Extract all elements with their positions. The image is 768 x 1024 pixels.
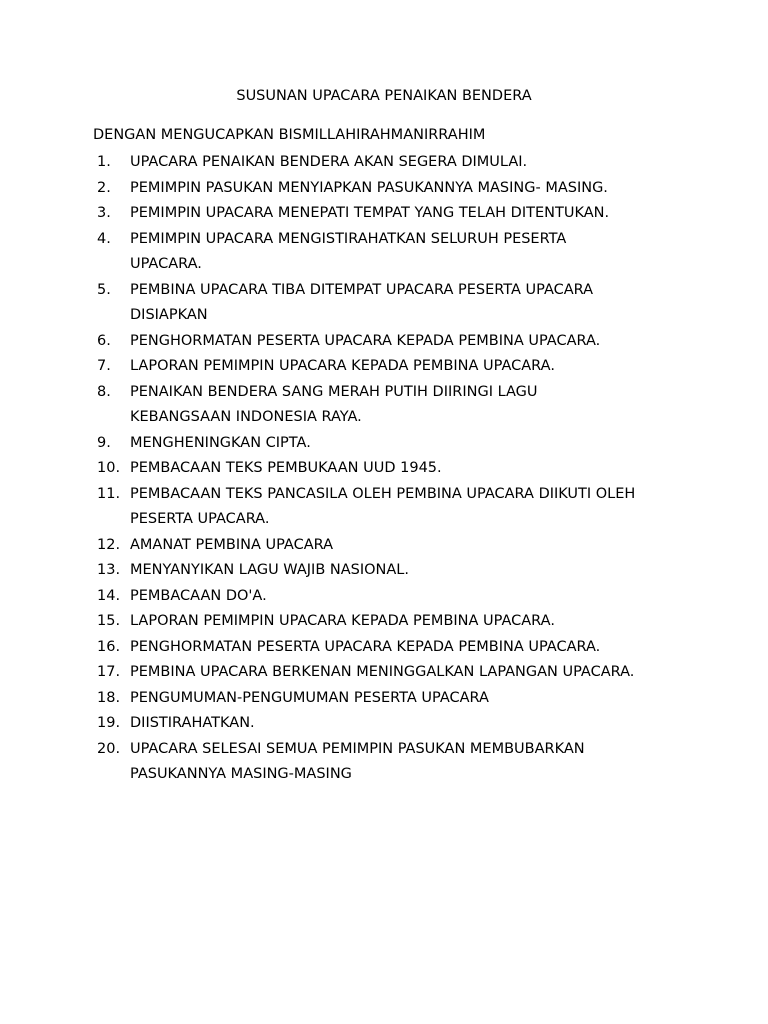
list-item-line: AMANAT PEMBINA UPACARA xyxy=(130,536,334,553)
list-item-line: DIISTIRAHATKAN. xyxy=(130,715,255,731)
list-item-line: PESERTA UPACARA. xyxy=(130,511,270,527)
list-item-number: 19. xyxy=(97,715,121,731)
list-item-line: MENGHENINGKAN CIPTA. xyxy=(130,434,311,451)
list-item-number: 2. xyxy=(97,179,111,196)
list-item-text xyxy=(130,456,690,482)
list-item-line: LAPORAN PEMIMPIN UPACARA KEPADA PEMBINA UPACARA. xyxy=(130,613,555,629)
list-item-text xyxy=(130,558,690,584)
list-item-text xyxy=(130,329,690,355)
list-item-line: UPACARA SELESAI SEMUA PEMIMPIN PASUKAN MEMBUBARKAN xyxy=(130,740,585,757)
list-item-line: PENGHORMATAN PESERTA UPACARA KEPADA PEMBINA UPACARA. xyxy=(130,332,601,349)
list-item xyxy=(0,380,768,431)
list-item-number: 18. xyxy=(97,689,121,706)
list-item xyxy=(0,150,768,176)
list-item-line: MENYANYIKAN LAGU WAJIB NASIONAL. xyxy=(130,562,409,578)
list-item-text xyxy=(130,201,690,227)
list-item xyxy=(0,609,768,635)
list-item xyxy=(0,635,768,661)
list-item-line: KEBANGSAAN INDONESIA RAYA. xyxy=(130,409,362,425)
document-intro: DENGAN MENGUCAPKAN BISMILLAHIRAHMANIRRAHIM xyxy=(93,127,486,143)
list-item xyxy=(0,176,768,202)
list-item-number: 6. xyxy=(97,332,111,349)
list-item-line: PEMIMPIN UPACARA MENGISTIRAHATKAN SELURUH PESERTA xyxy=(130,230,567,247)
list-item xyxy=(0,431,768,457)
list-item-number: 1. xyxy=(97,154,111,170)
list-item-line: PEMBINA UPACARA TIBA DITEMPAT UPACARA PESERTA UPACARA xyxy=(130,281,594,298)
list-item-text xyxy=(130,278,690,329)
list-item xyxy=(0,660,768,686)
list-item-line: PEMIMPIN PASUKAN MENYIAPKAN PASUKANNYA MASING- MASING. xyxy=(130,179,608,196)
list-item xyxy=(0,227,768,278)
list-item xyxy=(0,482,768,533)
list-item xyxy=(0,558,768,584)
list-item-number: 13. xyxy=(97,562,121,578)
list-item-text xyxy=(130,227,690,278)
list-item-text xyxy=(130,431,690,457)
agenda-list xyxy=(0,150,768,788)
list-item-line: PEMBINA UPACARA BERKENAN MENINGGALKAN LAPANGAN UPACARA. xyxy=(130,664,635,680)
list-item-number: 10. xyxy=(97,460,121,476)
list-item-line: PENGUMUMAN-PENGUMUMAN PESERTA UPACARA xyxy=(130,689,489,706)
list-item-line: UPACARA PENAIKAN BENDERA AKAN SEGERA DIMULAI. xyxy=(130,154,528,170)
list-item-text xyxy=(130,635,690,661)
list-item-number: 17. xyxy=(97,664,121,680)
list-item xyxy=(0,686,768,712)
list-item-number: 20. xyxy=(97,740,121,757)
list-item xyxy=(0,456,768,482)
list-item xyxy=(0,711,768,737)
list-item xyxy=(0,737,768,788)
list-item-number: 11. xyxy=(97,485,121,502)
list-item-text xyxy=(130,584,690,610)
list-item-number: 3. xyxy=(97,205,111,221)
list-item-text xyxy=(130,482,690,533)
list-item xyxy=(0,278,768,329)
list-item-line: PENAIKAN BENDERA SANG MERAH PUTIH DIIRINGI LAGU xyxy=(130,383,538,400)
list-item-number: 9. xyxy=(97,434,111,451)
list-item-text xyxy=(130,737,690,788)
list-item-number: 4. xyxy=(97,230,111,247)
list-item-line: LAPORAN PEMIMPIN UPACARA KEPADA PEMBINA UPACARA. xyxy=(130,358,555,374)
list-item-line: PASUKANNYA MASING-MASING xyxy=(130,766,352,782)
list-item-number: 7. xyxy=(97,358,111,374)
list-item-text xyxy=(130,380,690,431)
list-item-text xyxy=(130,660,690,686)
list-item xyxy=(0,354,768,380)
list-item-line: PEMIMPIN UPACARA MENEPATI TEMPAT YANG TELAH DITENTUKAN. xyxy=(130,205,610,221)
list-item-number: 15. xyxy=(97,613,121,629)
list-item-number: 12. xyxy=(97,536,121,553)
list-item-text xyxy=(130,711,690,737)
list-item-line: UPACARA. xyxy=(130,256,202,272)
list-item-line: PEMBACAAN TEKS PEMBUKAAN UUD 1945. xyxy=(130,460,442,476)
list-item xyxy=(0,533,768,559)
list-item xyxy=(0,584,768,610)
list-item-text xyxy=(130,533,690,559)
list-item xyxy=(0,201,768,227)
list-item-text xyxy=(130,150,690,176)
document-title: SUSUNAN UPACARA PENAIKAN BENDERA xyxy=(236,88,532,104)
list-item-line: PEMBACAAN DO'A. xyxy=(130,587,267,604)
list-item xyxy=(0,329,768,355)
list-item-line: PENGHORMATAN PESERTA UPACARA KEPADA PEMBINA UPACARA. xyxy=(130,638,601,655)
list-item-number: 16. xyxy=(97,638,121,655)
list-item-text xyxy=(130,354,690,380)
list-item-line: DISIAPKAN xyxy=(130,307,208,323)
list-item-number: 14. xyxy=(97,587,121,604)
list-item-text xyxy=(130,686,690,712)
list-item-text xyxy=(130,609,690,635)
list-item-number: 8. xyxy=(97,383,111,400)
list-item-line: PEMBACAAN TEKS PANCASILA OLEH PEMBINA UPACARA DIIKUTI OLEH xyxy=(130,485,636,502)
list-item-text xyxy=(130,176,690,202)
list-item-number: 5. xyxy=(97,281,111,298)
